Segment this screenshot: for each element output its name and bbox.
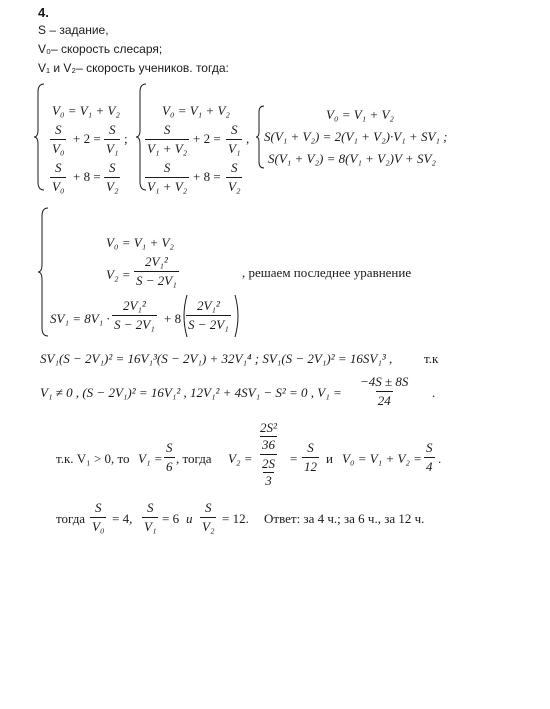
system4-row1: V₀ = V₁ + V₂ xyxy=(106,235,174,250)
system1-row2-left-fraction: S V₀ xyxy=(52,122,65,156)
system3-row2: S(V₁ + V₂) = 2(V₁ + V₂)·V₁ + SV₁ ; xyxy=(264,129,448,144)
system2-row2-middle: + 2 = xyxy=(193,131,221,146)
system4-row2-fraction: 2V₁² S − 2V₁ xyxy=(136,254,177,288)
system4-note: , решаем последнее уравнение xyxy=(242,265,412,280)
system4-row3-plus: + 8 xyxy=(164,311,182,326)
line8-fraction2: S V₁ xyxy=(144,500,157,534)
system1-row2-right-fraction: S V₁ xyxy=(106,122,119,156)
system1-brace xyxy=(34,82,46,192)
system2-row2-separator: , xyxy=(246,131,250,146)
system1-row1: V₀ = V₁ + V₂ xyxy=(52,103,120,118)
system2-row2-left-fraction: S V₁ + V₂ xyxy=(147,122,188,156)
line7-v1-fraction: S 6 xyxy=(166,440,173,474)
system1-row2-middle: + 2 = xyxy=(73,131,101,146)
line7-condition: т.к. V₁ > 0, то xyxy=(56,451,130,466)
line7-v0-fraction: S 4 xyxy=(426,440,433,474)
equation-line6: V₁ ≠ 0 , (S − 2V₁)² = 16V₁² , 12V₁² + 4SV₁ − S² = 0 , V₁ = xyxy=(40,385,342,400)
system1-row2-separator: ; xyxy=(124,131,128,146)
line7-v2-lhs: V₂ = xyxy=(228,451,253,466)
equation-line6-fraction: −4S ± 8S 24 xyxy=(360,374,409,408)
equation-line5-suffix: т.к xyxy=(424,351,439,366)
system4-row3-fraction2: 2V₁² S − 2V₁ xyxy=(188,298,229,332)
line8-fraction1: S V₀ xyxy=(92,500,105,534)
system4-row3-fraction1: 2V₁² S − 2V₁ xyxy=(114,298,155,332)
line7-and: и xyxy=(326,451,333,466)
right-paren-large xyxy=(234,294,242,338)
definition-v0: V₀– скорость слесаря; xyxy=(38,42,163,56)
line8-result3: = 12. xyxy=(222,511,249,526)
system4-brace xyxy=(38,206,50,338)
line7-v2-inner-den: 36 xyxy=(262,437,275,452)
line7-v2-outer-den: 3 xyxy=(265,473,272,488)
system2-row2-right-fraction: S V₁ xyxy=(228,122,241,156)
line8-fraction3: S V₂ xyxy=(202,500,215,534)
system1-row3-left-fraction: S V₀ xyxy=(52,160,65,194)
system3-row3: S(V₁ + V₂) = 8(V₁ + V₂)V + SV₂ xyxy=(268,151,436,166)
system1-row3-middle: + 8 = xyxy=(73,169,101,184)
system2-row1: V₀ = V₁ + V₂ xyxy=(162,103,230,118)
line7-v1-lhs: V₁ = xyxy=(138,451,163,466)
line7-eq: = xyxy=(290,451,298,466)
system4-row2-lhs: V₂ = xyxy=(106,267,131,282)
line8-then: тогда xyxy=(56,511,86,526)
line7-v2-inner-num: 2S² xyxy=(260,420,277,435)
answer: Ответ: за 4 ч.; за 6 ч., за 12 ч. xyxy=(264,511,425,526)
definition-s: S – задание, xyxy=(38,23,109,37)
system4-row3-lhs: SV₁ = 8V₁ · xyxy=(50,311,110,326)
problem-number: 4. xyxy=(38,5,49,20)
system1-row3-right-fraction: S V₂ xyxy=(106,160,119,194)
line8-result1: = 4, xyxy=(112,511,133,526)
system2-row3-middle: + 8 = xyxy=(193,169,221,184)
line7-end: . xyxy=(438,451,442,466)
system2-row3-right-fraction: S V₂ xyxy=(228,160,241,194)
line7-v2-compound-fraction xyxy=(258,420,279,489)
system2-row3-left-fraction: S V₁ + V₂ xyxy=(147,160,188,194)
line8-and: и xyxy=(186,511,193,526)
system3-row1: V₀ = V₁ + V₂ xyxy=(326,107,394,122)
equation-line6-end: . xyxy=(432,385,436,400)
line7-v2-result-fraction: S 12 xyxy=(304,440,317,474)
line7-then: , тогда xyxy=(176,451,212,466)
equation-line5: SV₁(S − 2V₁)² = 16V₁³(S − 2V₁) + 32V₁⁴ ; SV₁(S − 2V₁)² = 16SV₁³ , xyxy=(40,351,393,366)
definition-v1-v2: V₁ и V₂– скорость учеников. тогда: xyxy=(38,61,229,75)
line7-v2-outer-num: 2S xyxy=(262,456,275,471)
line8-result2: = 6 xyxy=(162,511,180,526)
line7-v0-expression: V₀ = V₁ + V₂ = xyxy=(342,451,422,466)
